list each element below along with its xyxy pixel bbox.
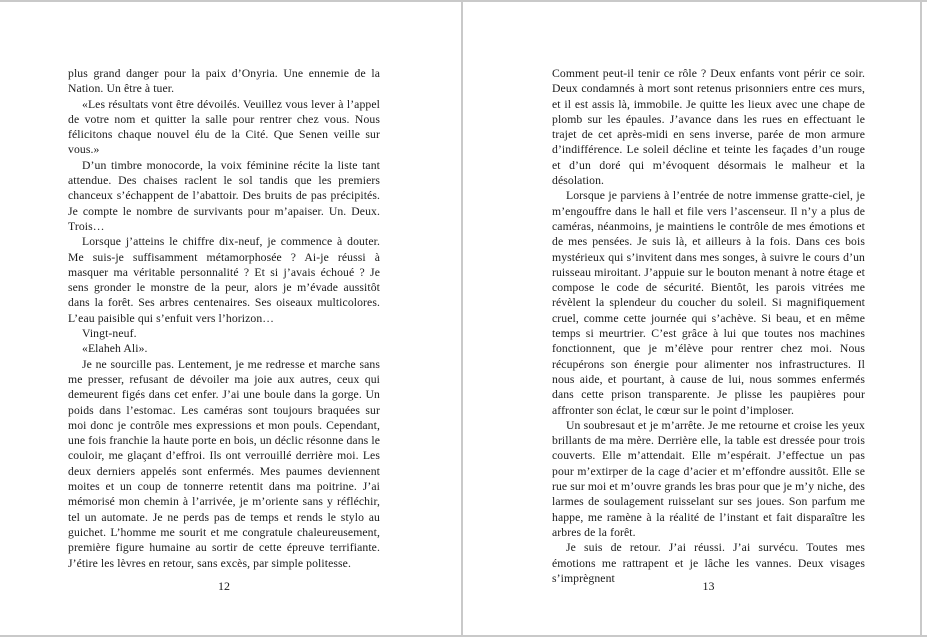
paragraph: Lorsque je parviens à l’entrée de notre immense gratte-ciel, je m’engouffre dans le hall et file vers l’ascenseur. Il n’y a plus de caméras, néanmoins, je maintiens le contrôle de mes émotions et de mes pensées. Je suis là, et ailleurs à la fois. Dans ces bois mystérieux qui s’invitent dans mes songes, à suivre le cours d’un ruisseau miroitant. J’appuie sur le bouton menant à notre étage et compose le code de sécurité. Bientôt, les parois vitrées me révèlent la splendeur du coucher du soleil. Si magnifiquement cruel, comme cette journée qui s’achève. Si beau, et en même temps si meurtrier. C’est grâce à lui que toutes nos machines fonctionnent, que je m’élève pour rentrer chez moi. Nous récupérons son énergie pour alimenter nos infrastructures. Il nous aide, et pourtant, à cause de lui, nous sommes enfermés dans cette prison transparente. Je plisse les paupières pour affronter son éclat, le cœur sur le point d’imploser.: [552, 189, 865, 417]
left-page-text-column: [68, 66, 380, 571]
right-page-text-column: [552, 66, 865, 586]
paragraph: Je suis de retour. J’ai réussi. J’ai survécu. Toutes mes émotions me rattrapent et je lâche les vannes. Deux visages s’imprègnent: [552, 541, 865, 585]
left-page-number: 12: [218, 579, 230, 593]
paragraph: Lorsque j’atteins le chiffre dix-neuf, je commence à douter. Me suis-je suffisamment métamorphosée ? Ai-je réussi à masquer ma véritable personnalité ? Et si j’avais échoué ? Je sens gronder le monstre de la peur, alors je m’évade aussitôt dans la forêt. Ses arbres centenaires. Ses oiseaux multicolores. L’eau paisible qui s’enfuit vers l’horizon…: [68, 235, 380, 325]
paragraph: Vingt-neuf.: [82, 327, 137, 341]
page-gutter-divider: [461, 0, 463, 637]
paragraph: plus grand danger pour la paix d’Onyria. Une ennemie de la Nation. Un être à tuer.: [68, 67, 380, 96]
top-page-edge-line: [0, 0, 927, 2]
paragraph: Je ne sourcille pas. Lentement, je me redresse et marche sans me presser, refusant de dévoiler ma joie aux autres, ceux qui demeurent figés dans cet enfer. J’ai une boule dans la gorge. Un poids dans l’estomac. Les caméras sont toujours braquées sur moi donc je contrôle mes expressions et mon pouls. Cependant, une fois franchie la haute porte en bois, un déclic résonne dans le couloir, me glaçant d’effroi. Ils ont verrouillé derrière moi. Les deux derniers appelés sont enfermés. Mes paumes deviennent moites et un coup de tonnerre retentit dans ma poitrine. J’ai mémorisé mon chemin à l’arrivée, je m’oriente sans y réfléchir, tel un automate. Je ne perds pas de temps et rends le stylo au guichet. L’homme me sourit et me congratule chaleureusement, première figure humaine au sortir de cette épreuve terrifiante. J’étire les lèvres en retour, sans excès, par simple politesse.: [68, 357, 380, 570]
right-page-number: 13: [702, 579, 715, 593]
right-page-edge-line: [920, 0, 922, 637]
paragraph: Un soubresaut et je m’arrête. Je me retourne et croise les yeux brillants de ma mère. Derrière elle, la table est dressée pour trois couverts. Elle m’attendait. Elle m’espérait. J’effectue un pas pour m’extirper de la cage d’acier et m’effondre aussitôt. Elle se rue sur moi et m’ouvre grands les bras pour que je m’y niche, des larmes de soulagement ruisselant sur ses joues. Son parfum me happe, me ramène à la réalité de l’instant et fait disparaître les arbres de la forêt.: [552, 418, 865, 539]
paragraph: Comment peut-il tenir ce rôle ? Deux enfants vont périr ce soir. Deux condamnés à mort sont retenus prisonniers entre ces murs, et il est assis là, immobile. Je quitte les lieux avec une chape de plomb sur les épaules. J’avance dans les rues en effectuant le trajet de cet après-midi en sens inverse, parée de mon armure d’indifférence. Le soleil décline et teinte les façades d’un rouge et d’un doré qui m’évoquent désormais le malheur et la désolation.: [552, 67, 865, 188]
left-page[interactable]: [0, 2, 461, 635]
paragraph: «Les résultats vont être dévoilés. Veuillez vous lever à l’appel de votre nom et quitter la salle pour rentrer chez vous. Nous félicitons chaque nouvel élu de la Cité. Que Senen veille sur vous.»: [68, 97, 380, 157]
right-page[interactable]: [463, 2, 920, 635]
paragraph: «Elaheh Ali».: [82, 342, 148, 356]
bottom-page-edge-line: [0, 635, 927, 637]
paragraph: D’un timbre monocorde, la voix féminine récite la liste tant attendue. Des chaises raclent le sol tandis que les premiers chanceux s’échappent de l’abattoir. Des bruits de pas précipités. Je compte le nombre de survivants pour m’apaiser. Un. Deux. Trois…: [68, 158, 380, 233]
